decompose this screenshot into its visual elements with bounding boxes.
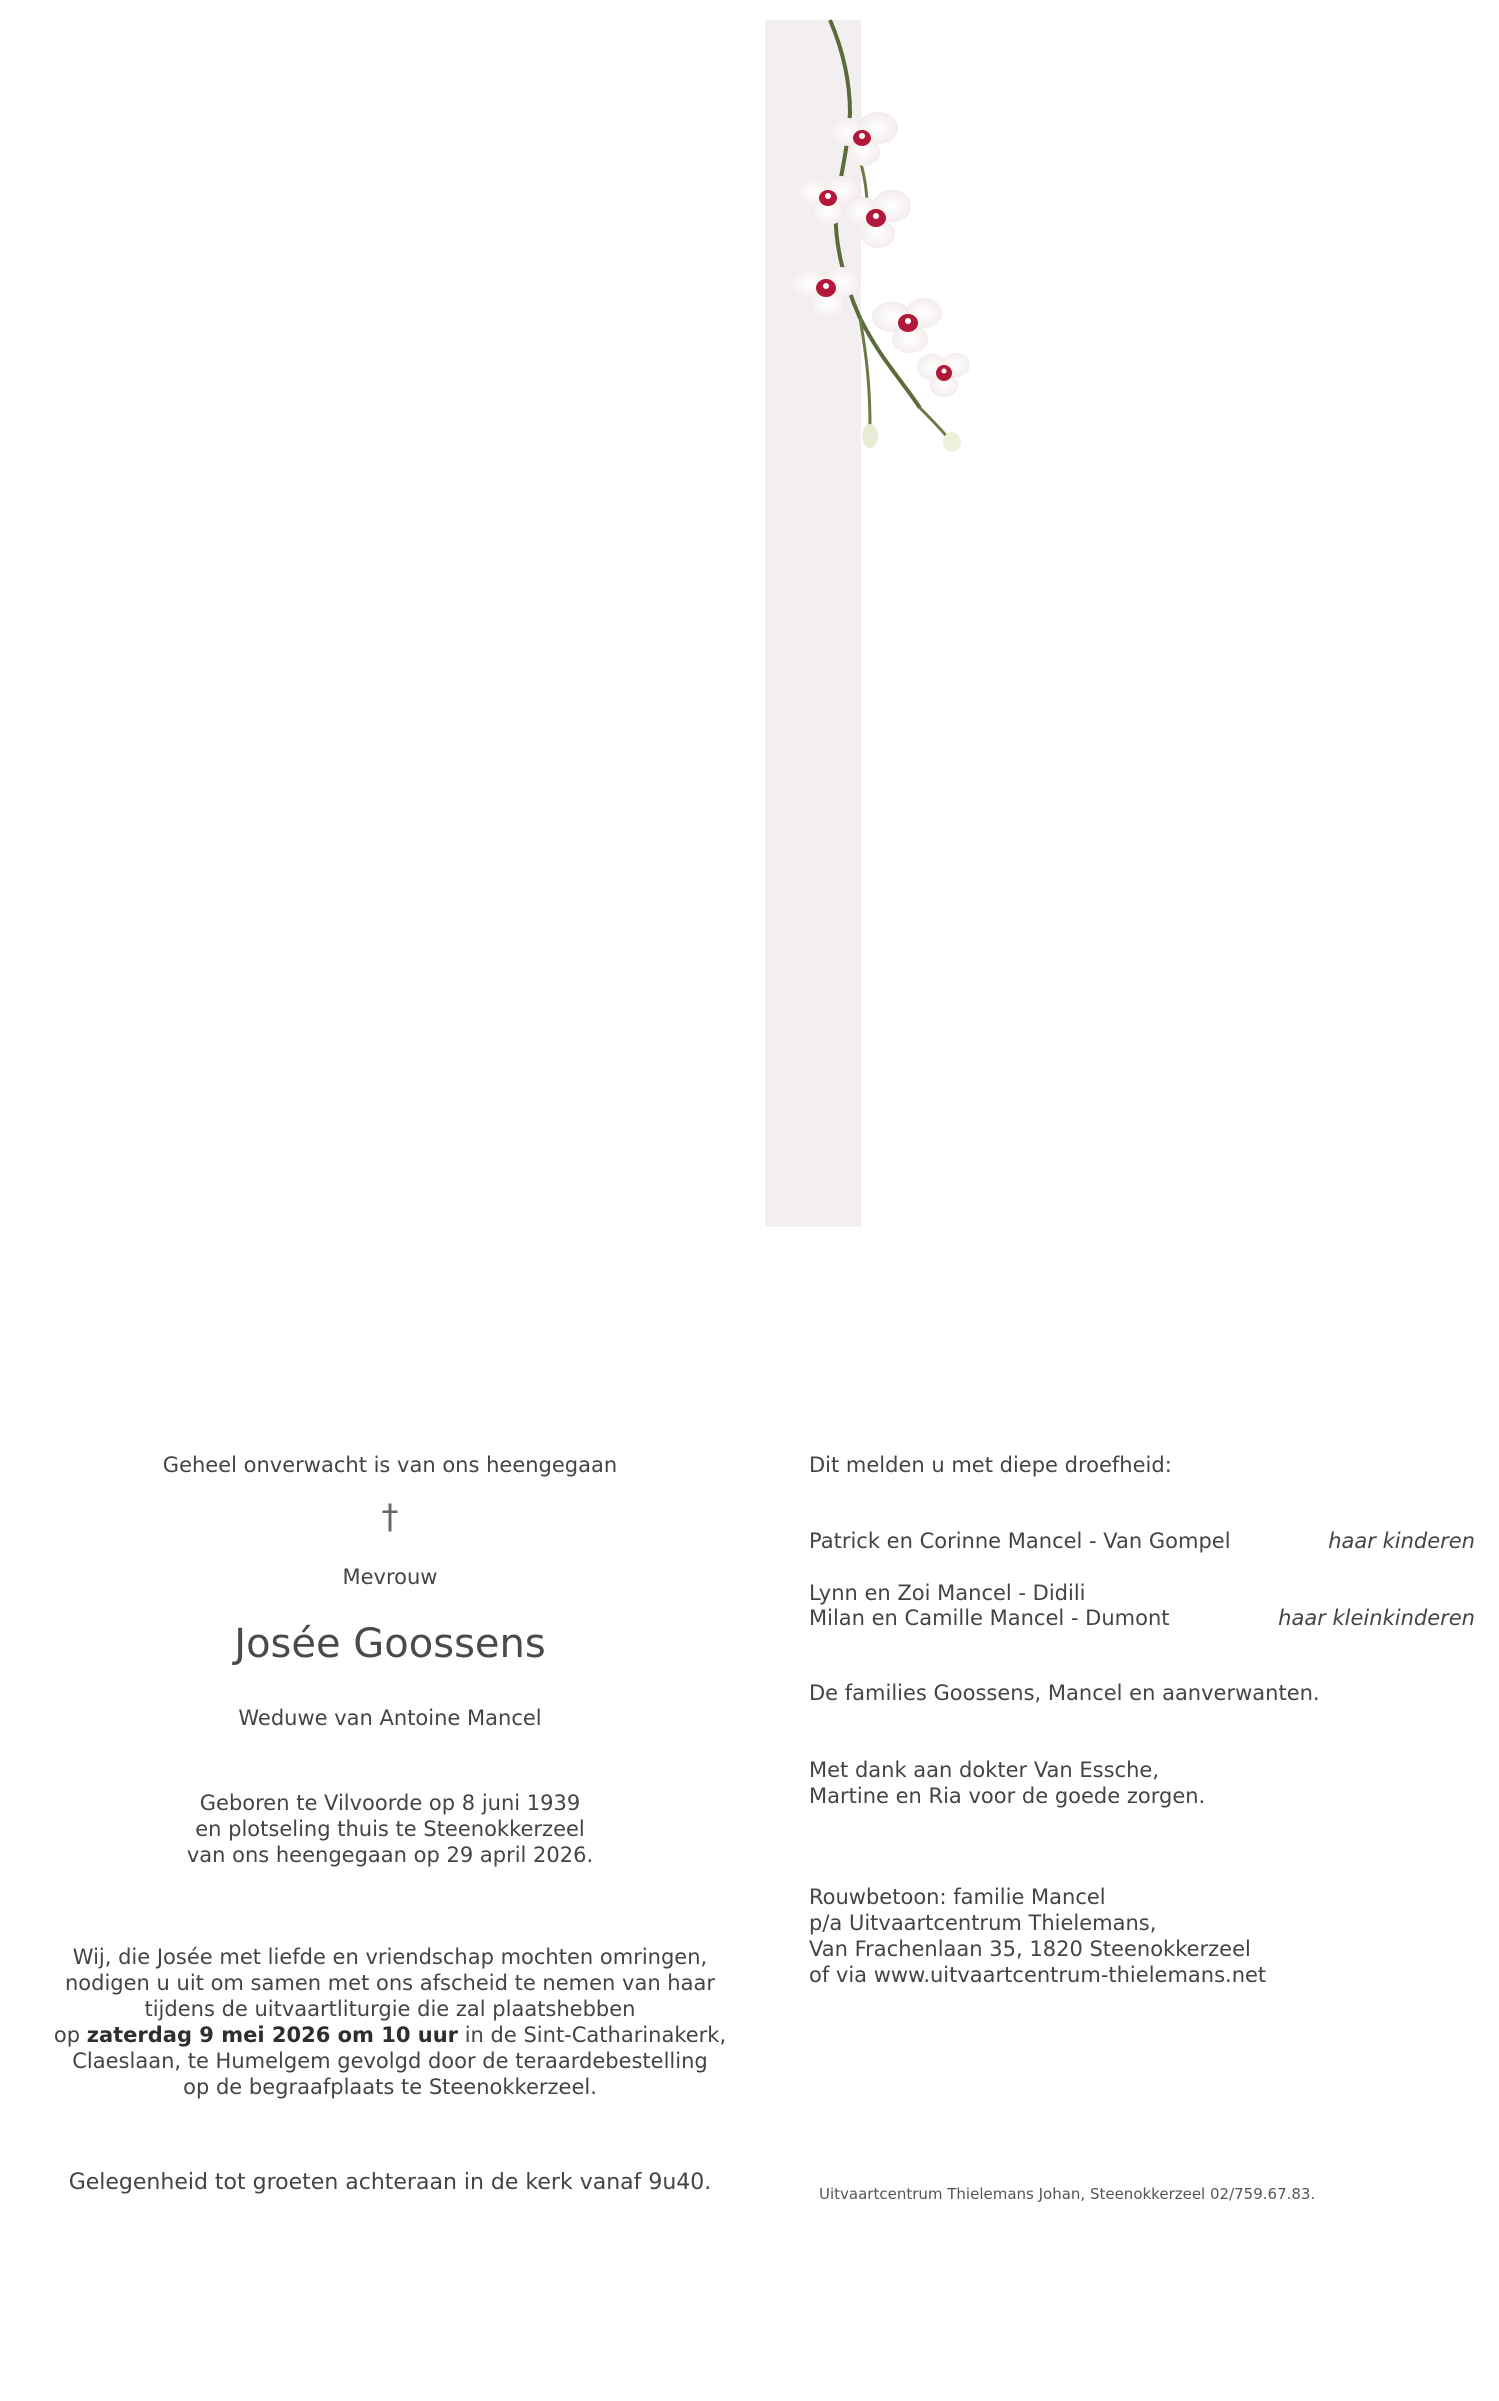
grandchildren-row-1 (809, 1580, 1475, 1606)
orchid-flower (790, 267, 860, 318)
funeral-invitation (40, 1944, 740, 2100)
family-intro: Dit melden u met diepe droefheid: (809, 1453, 1172, 1477)
orchid-flower (917, 353, 970, 397)
service-date-line (40, 2022, 740, 2048)
orchid-branch-image (770, 18, 990, 458)
service-date: zaterdag 9 mei 2026 om 10 uur (86, 2023, 459, 2047)
text-line: Geboren te Vilvoorde op 8 juni 1939 (199, 1791, 581, 1815)
deceased-name: Josée Goossens (234, 1621, 546, 1667)
families-line: De families Goossens, Mancel en aanverwanten. (809, 1681, 1320, 1705)
website-line: of via www.uitvaartcentrum-thielemans.net (809, 1963, 1267, 1987)
text-line: Met dank aan dokter Van Essche, (809, 1758, 1160, 1782)
condolence-address (809, 1884, 1266, 1988)
text-line: Van Frachenlaan 35, 1820 Steenokkerzeel (809, 1937, 1251, 1961)
text-line: van ons heengegaan op 29 april 2026. (186, 1843, 594, 1867)
text-line: nodigen u uit om samen met ons afscheid te nemen van haar (64, 1971, 715, 1995)
text-fragment: op (53, 2023, 81, 2047)
grandchildren-relation: haar kleinkinderen (1278, 1606, 1475, 1630)
orchid-flower (844, 190, 911, 248)
orchid-bud (862, 424, 878, 448)
funeral-home-footer: Uitvaartcentrum Thielemans Johan, Steenokkerzeel 02/759.67.83. (819, 2185, 1316, 2203)
honorific: Mevrouw (342, 1565, 438, 1589)
text-line: en plotseling thuis te Steenokkerzeel (195, 1817, 585, 1841)
widow-line: Weduwe van Antoine Mancel (238, 1706, 542, 1730)
orchid-bud (943, 432, 961, 452)
grandchildren-row-2 (809, 1605, 1475, 1631)
children-relation: haar kinderen (1328, 1529, 1475, 1553)
text-fragment: in de Sint-Catharinakerk, (464, 2023, 727, 2047)
birth-death-block (40, 1790, 740, 1868)
intro-text: Geheel onverwacht is van ons heengegaan (162, 1453, 618, 1477)
children-row (809, 1528, 1475, 1554)
orchid-flower (830, 112, 898, 166)
text-line: Martine en Ria voor de goede zorgen. (809, 1784, 1206, 1808)
text-line: Claeslaan, te Humelgem gevolgd door de teraardebestelling (72, 2049, 708, 2073)
text-line: op de begraafplaats te Steenokkerzeel. (183, 2075, 597, 2099)
thanks-block (809, 1757, 1205, 1809)
text-line: Wij, die Josée met liefde en vriendschap mochten omringen, (72, 1945, 708, 1969)
children-names: Patrick en Corinne Mancel - Van Gompel (809, 1529, 1231, 1553)
text-line: tijdens de uitvaartliturgie die zal plaatshebben (144, 1997, 636, 2021)
grandchildren-names: Milan en Camille Mancel - Dumont (809, 1606, 1170, 1630)
text-line: p/a Uitvaartcentrum Thielemans, (809, 1911, 1157, 1935)
orchid-flower (872, 298, 942, 353)
text-line: Rouwbetoon: familie Mancel (809, 1885, 1106, 1909)
grandchildren-names: Lynn en Zoi Mancel - Didili (809, 1581, 1086, 1605)
condolence-greeting: Gelegenheid tot groeten achteraan in de kerk vanaf 9u40. (68, 2170, 712, 2195)
cross-icon: † (381, 1497, 399, 1537)
